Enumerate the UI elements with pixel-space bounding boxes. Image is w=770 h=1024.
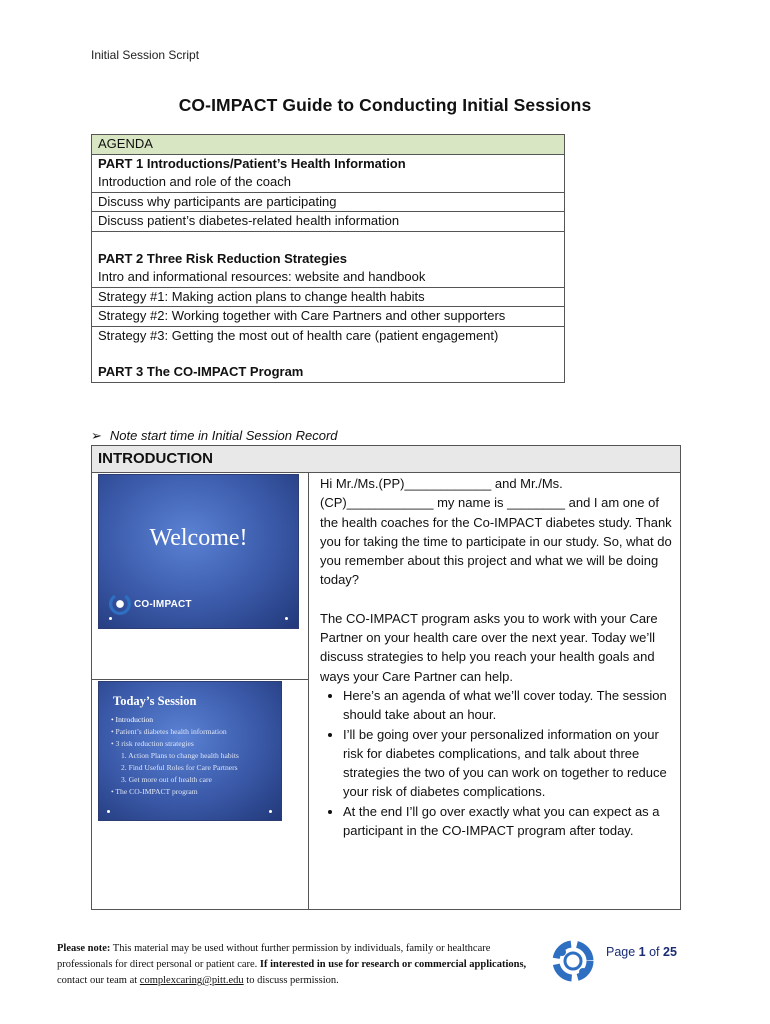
column-divider [308, 473, 309, 909]
slide-dot [109, 617, 112, 620]
start-time-note [91, 428, 338, 444]
permission-notice [57, 941, 547, 989]
agenda-item: Strategy #3: Getting the most out of health care (patient engagement) [98, 327, 499, 343]
slide-dot [107, 810, 110, 813]
arrow-bullet-icon: ➢ [91, 428, 102, 443]
page-number [606, 945, 677, 959]
slide-list-item: 2. Find Useful Roles for Care Partners [121, 763, 238, 772]
agenda-item: Strategy #2: Working together with Care Partners and other supporters [92, 307, 564, 327]
agenda-heading: AGENDA [92, 135, 564, 155]
slide-list-item: 1. Action Plans to change health habits [121, 751, 239, 760]
agenda-item: Strategy #1: Making action plans to change health habits [92, 288, 564, 308]
introduction-heading: INTRODUCTION [92, 446, 680, 473]
agenda-item: Discuss why participants are participating [92, 193, 564, 213]
slide-dot [285, 617, 288, 620]
agenda-part2-title: PART 2 Three Risk Reduction Strategies [98, 250, 347, 266]
contact-text: contact our team at [57, 975, 140, 986]
agenda-table [91, 134, 565, 383]
please-note-label: Please note: [57, 943, 111, 954]
script-bullets [320, 686, 675, 840]
page-total: 25 [663, 945, 677, 959]
agenda-part1-title: PART 1 Introductions/Patient’s Health Information [98, 155, 406, 171]
contact-email-link[interactable]: complexcaring@pitt.edu [139, 975, 244, 986]
note-text: Note start time in Initial Session Record [109, 428, 338, 443]
co-impact-logo [109, 593, 192, 615]
document-title: CO-IMPACT Guide to Conducting Initial Sessions [178, 95, 592, 115]
agenda-item: Introduction and role of the coach [92, 173, 564, 193]
agenda-slide-title: Today’s Session [113, 694, 197, 708]
agenda-item: Discuss patient’s diabetes-related health information [92, 212, 564, 232]
co-impact-logo-text: CO-IMPACT [134, 598, 192, 610]
slide-list-item: • Patient’s diabetes health information [111, 727, 227, 736]
co-impact-footer-logo-icon [550, 938, 596, 984]
agenda-slide-list [111, 714, 239, 798]
page-current: 1 [638, 945, 646, 959]
script-paragraph: Hi Mr./Ms.(PP)____________ and Mr./Ms.(CP)____________ my name is ________ and I am one of the health coaches for the Co-IMPACT diabetes study. Thank you for taking the time to participate in our study. So, what do you remember about this project and what we will be doing today? [320, 476, 672, 588]
co-impact-logo-icon [109, 593, 131, 615]
coach-script [320, 474, 675, 840]
slide-list-item: • The CO-IMPACT program [111, 787, 198, 796]
script-bullet: • Here’s an agenda of what we’ll cover today. The session should take about an hour. [343, 686, 675, 725]
slide-list-item: 3. Get more out of health care [121, 775, 212, 784]
script-bullet: • At the end I’ll go over exactly what you can expect as a participant in the CO-IMPACT program after today. [343, 802, 675, 841]
slide-dot [269, 810, 272, 813]
page-label: Page [606, 945, 639, 959]
agenda-item: Intro and informational resources: website and handbook [92, 268, 564, 288]
permission-text-end: to discuss permission. [243, 975, 339, 986]
introduction-table [91, 445, 681, 910]
row-divider [92, 679, 308, 680]
running-header: Initial Session Script [91, 48, 200, 62]
welcome-slide-thumbnail [98, 474, 299, 629]
research-use-label: If interested in use for research or commercial applications, [259, 959, 527, 970]
script-bullet: • I’ll be going over your personalized information on your risk for diabetes complications, and talk about three strategies the two of you can work on together to reduce your risk of diabetes complications. [343, 725, 675, 802]
agenda-slide-thumbnail [98, 681, 282, 821]
page-of: of [645, 945, 663, 959]
slide-list-item: • 3 risk reduction strategies [111, 739, 194, 748]
welcome-slide-title: Welcome! [149, 525, 248, 551]
script-paragraph: The CO-IMPACT program asks you to work with your Care Partner on your health care over the next year. Today we’ll discuss strategies to help you reach your health goals and ways your Care Partner can help. [320, 610, 658, 684]
slide-list-item: • Introduction [111, 715, 154, 724]
agenda-part3-title: PART 3 The CO-IMPACT Program [92, 345, 564, 383]
permission-text: This material may be used without further permission by individuals, family or healthcare professionals for direct personal or patient care. [57, 943, 491, 970]
